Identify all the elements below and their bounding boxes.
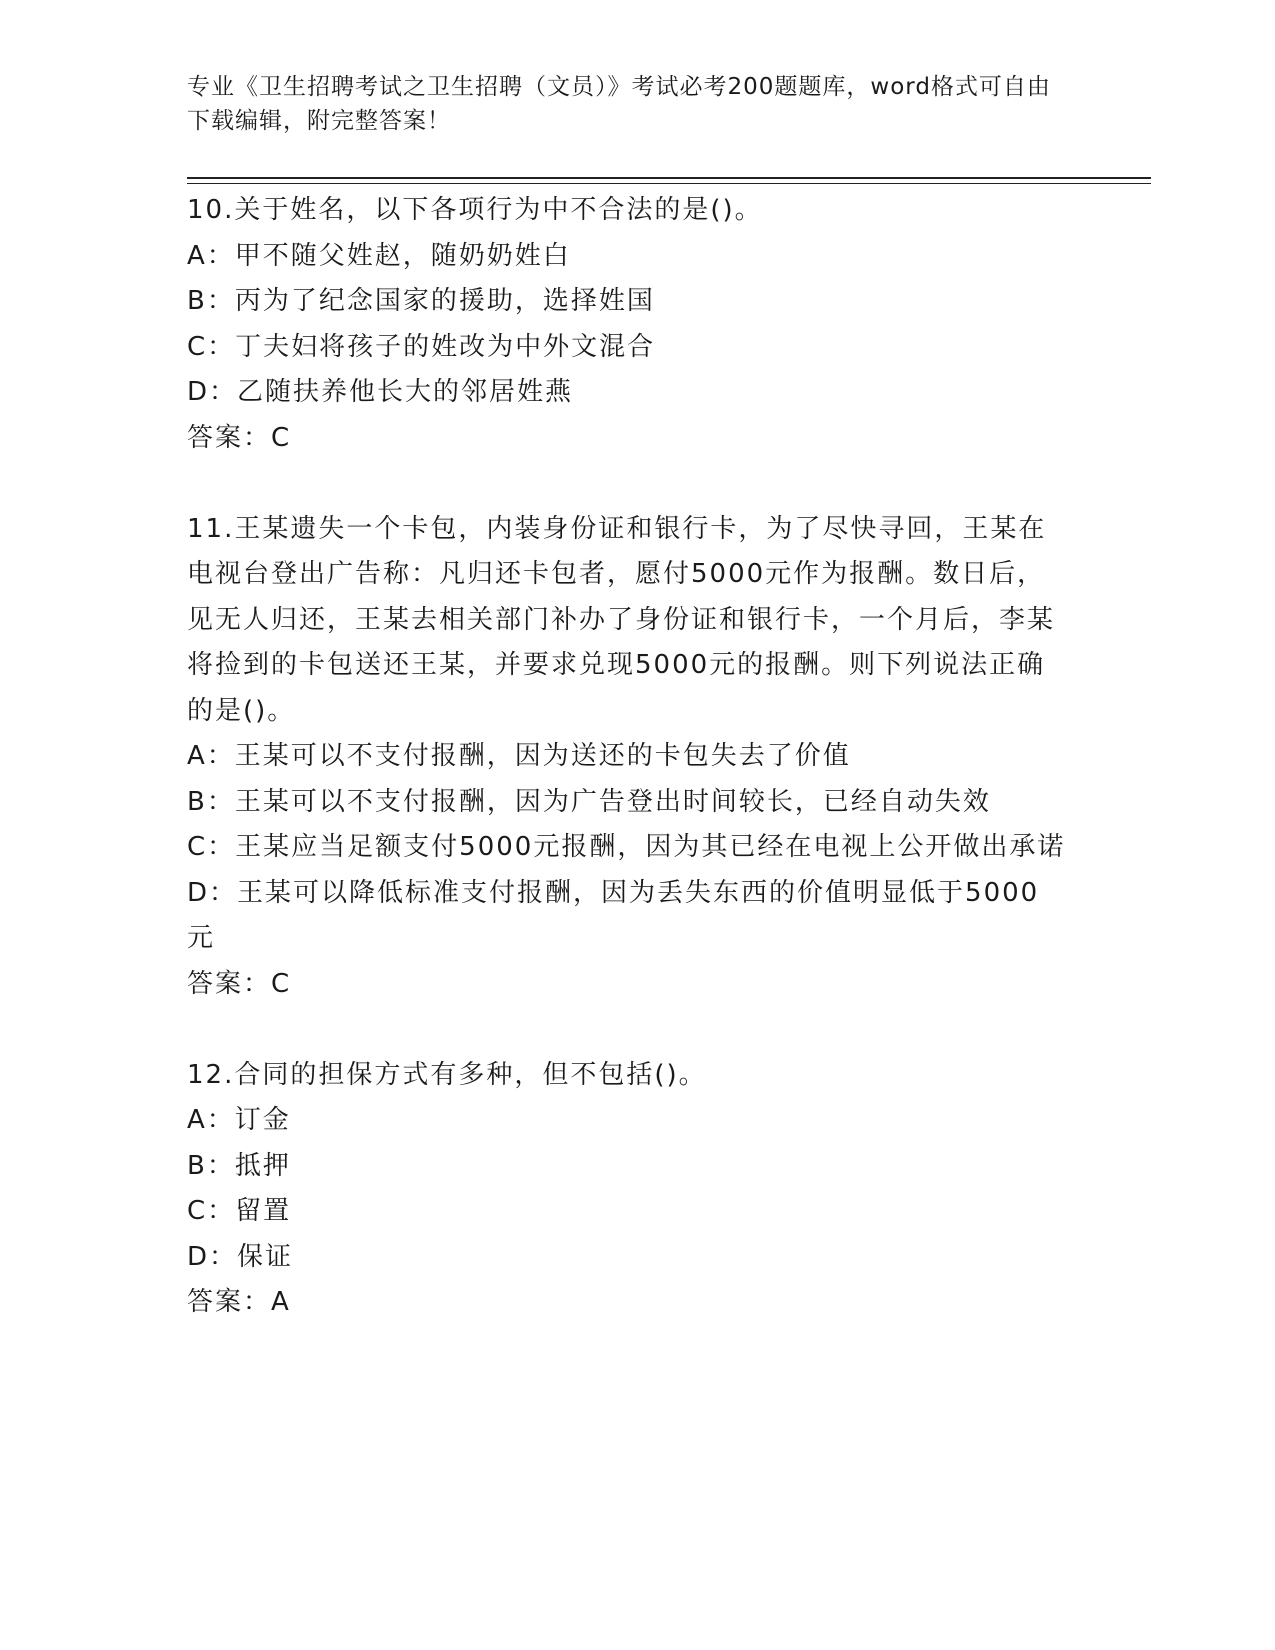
option-d: D：保证: [187, 1241, 294, 1272]
answer-line: 答案：C: [187, 422, 292, 453]
question-list: [187, 188, 1067, 1371]
option-d: D：王某可以降低标准支付报酬，因为丢失东西的价值明显低于5000元: [187, 877, 1040, 953]
question-stem: 12.合同的担保方式有多种，但不包括()。: [187, 1059, 707, 1090]
document-header: 专业《卫生招聘考试之卫生招聘（文员）》考试必考200题题库，word格式可自由下载编辑，附完整答案！: [187, 74, 1051, 134]
answer-line: 答案：A: [187, 1287, 291, 1317]
option-c: C：留置: [187, 1196, 292, 1226]
option-a: A：王某可以不支付报酬，因为送还的卡包失去了价值: [187, 741, 851, 771]
question-10: [187, 188, 1067, 461]
option-c: C：丁夫妇将孩子的姓改为中外文混合: [187, 331, 656, 362]
option-b: B：王某可以不支付报酬，因为广告登出时间较长，已经自动失效: [187, 786, 991, 817]
question-11: [187, 507, 1067, 1008]
option-d: D：乙随扶养他长大的邻居姓燕: [187, 377, 574, 407]
option-b: B：抵押: [187, 1150, 291, 1181]
option-b: B：丙为了纪念国家的援助，选择姓国: [187, 286, 655, 316]
option-c: C：王某应当足额支付5000元报酬，因为其已经在电视上公开做出承诺: [187, 832, 1066, 862]
header-divider-thick: [187, 177, 1151, 179]
answer-line: 答案：C: [187, 968, 292, 999]
question-12: [187, 1053, 1067, 1326]
option-a: A：订金: [187, 1105, 291, 1135]
question-stem: 10.关于姓名，以下各项行为中不合法的是()。: [187, 195, 763, 225]
option-a: A：甲不随父姓赵，随奶奶姓白: [187, 240, 571, 271]
header-divider-thin: [187, 183, 1151, 184]
question-stem: 11.王某遗失一个卡包，内装身份证和银行卡，为了尽快寻回，王某在电视台登出广告称：凡归还卡包者，愿付5000元作为报酬。数日后，见无人归还，王某去相关部门补办了身份证和银行卡，一个月后，李某将捡到的卡包送还王某，并要求兑现5000元的报酬。则下列说法正确的是()。: [187, 513, 1056, 726]
